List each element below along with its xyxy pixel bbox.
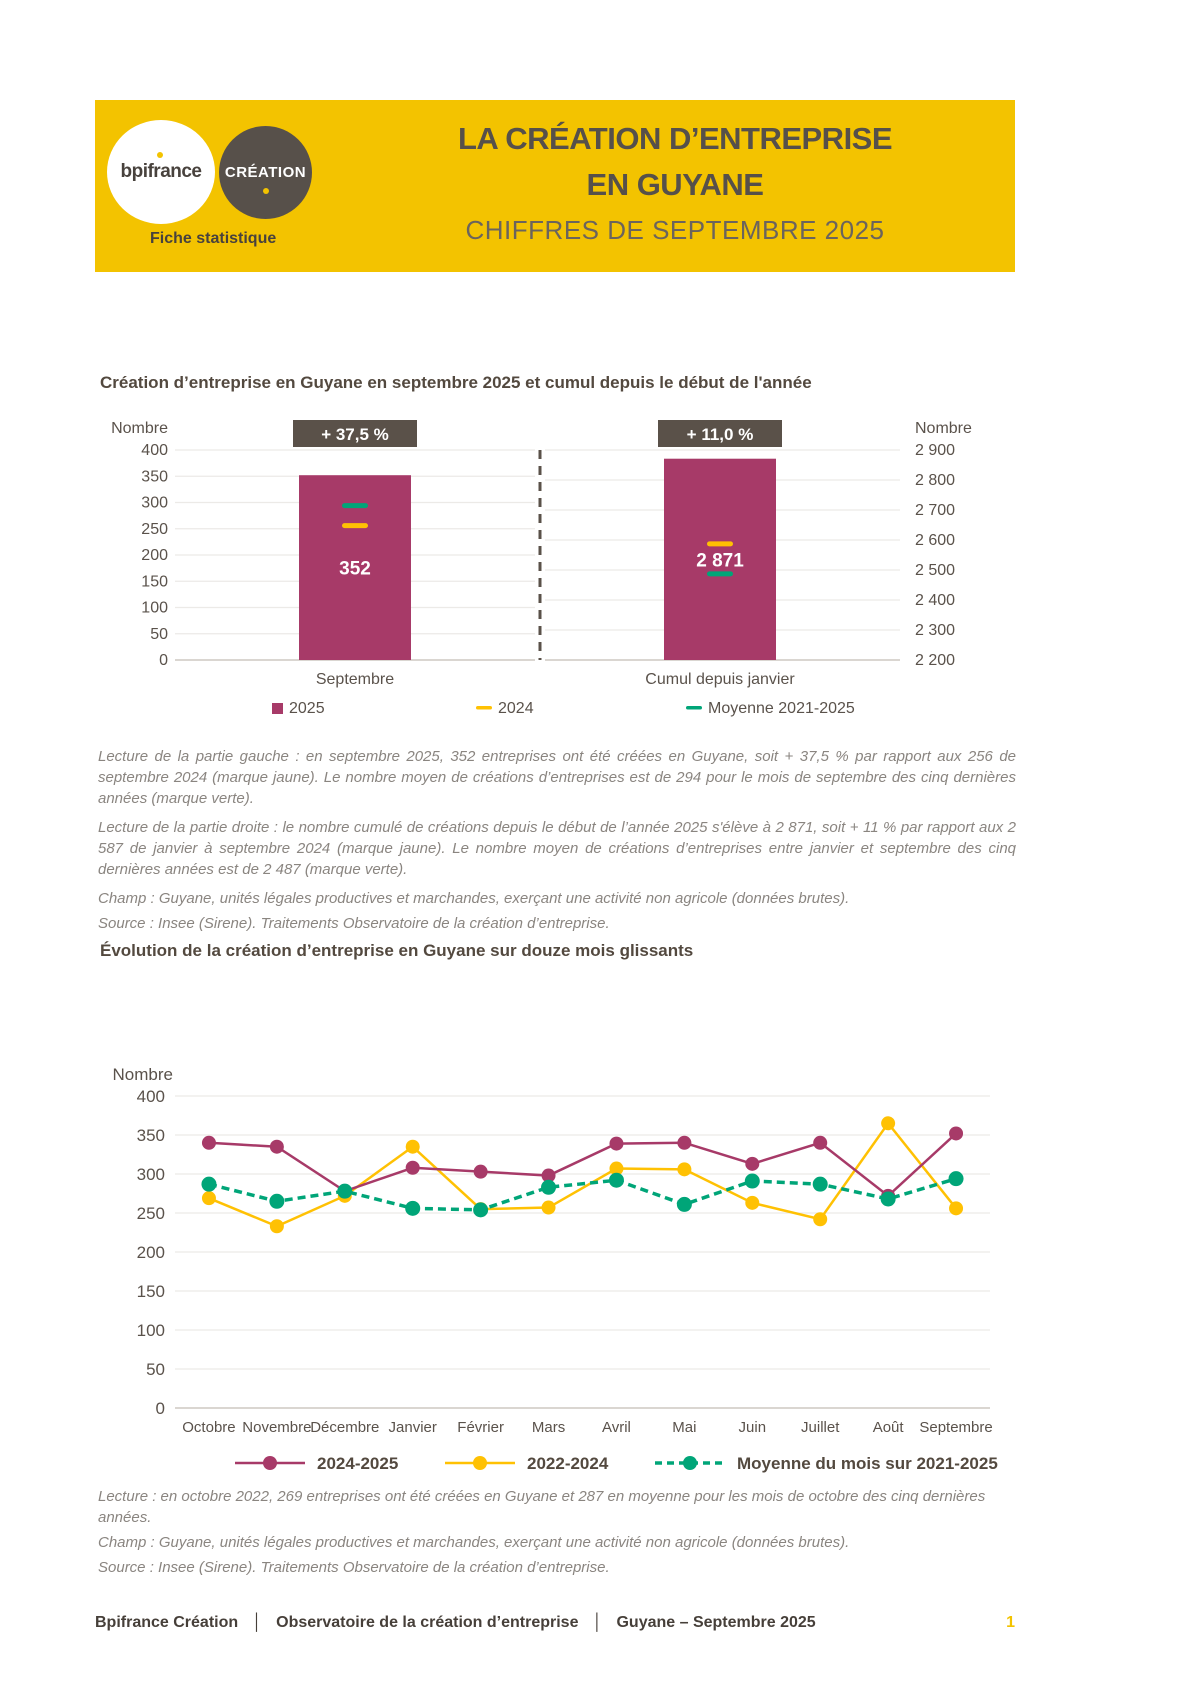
bar-chart [95, 415, 1015, 745]
legend-label-Moyenne du mois sur 2021-2025: Moyenne du mois sur 2021-2025 [737, 1454, 998, 1473]
page-subtitle: CHIFFRES DE SEPTEMBRE 2025 [465, 215, 885, 245]
series-dot-2022-2024 [542, 1201, 556, 1215]
axis-tick: 2 300 [915, 622, 956, 639]
header-titles [355, 116, 995, 252]
series-dot-2022-2024 [949, 1201, 963, 1215]
footer-separator: │ [252, 1614, 263, 1631]
month-label: Décembre [310, 1419, 380, 1436]
month-label: Août [872, 1419, 904, 1436]
source-note: Source : Insee (Sirene). Traitements Observatoire de la création d’entreprise. [98, 1559, 610, 1576]
series-dot-2022-2024 [270, 1219, 284, 1233]
chart1-notes [98, 746, 1016, 938]
axis-tick: 350 [141, 468, 168, 486]
line-chart [95, 985, 1015, 1510]
marker-2024 [707, 541, 733, 546]
series-dot-Moyenne du mois sur 2021-2025 [337, 1184, 352, 1199]
lecture-right-note: Lecture de la partie droite : le nombre cumulé de créations depuis le début de l’année 2025 s'élève à 2 871, soit + 11 % par rapport aux 2 587 de janvier à septembre 2024 (marque jaune). Le nombre moyen de créations d’entreprises entre janvier et septembre des cinq dernières années est de 2 487 (marque verte). [98, 819, 1016, 878]
bar-value-label: 2 871 [696, 550, 744, 572]
axis-title: Nombre [112, 1065, 173, 1084]
chart2-notes [98, 1486, 1016, 1582]
axis-tick: 300 [136, 1165, 165, 1184]
legend-label-2024-2025: 2024-2025 [317, 1454, 399, 1473]
category-label: Septembre [315, 671, 395, 688]
month-label: Février [457, 1419, 504, 1436]
creation-yellow-dot-icon [263, 188, 269, 194]
series-dot-Moyenne du mois sur 2021-2025 [609, 1173, 624, 1188]
legend-swatch-moyenne [686, 706, 702, 710]
bpifrance-logo [107, 120, 215, 224]
month-label: Janvier [388, 1419, 437, 1436]
creation-logo [219, 126, 312, 219]
lecture-left-note: Lecture de la partie gauche : en septembre 2025, 352 entreprises ont été créées en Guyane, soit + 37,5 % par rapport aux 256 de septembre 2024 (marque jaune). Le nombre moyen de créations d’entreprises est de 294 pour le mois de septembre des cinq dernières années (marque verte). [98, 748, 1016, 807]
header-band [95, 100, 1015, 272]
month-label: Mai [672, 1419, 697, 1436]
month-label: Avril [602, 1419, 631, 1436]
axis-tick: 100 [136, 1321, 165, 1340]
series-dot-2022-2024 [813, 1212, 827, 1226]
axis-tick: 50 [150, 625, 168, 643]
axis-tick: 100 [141, 599, 168, 617]
legend-label-2024: 2024 [498, 700, 534, 717]
axis-title-right: Nombre [915, 420, 972, 437]
axis-tick: 2 900 [915, 442, 956, 459]
series-dot-2022-2024 [745, 1196, 759, 1210]
series-dot-2022-2024 [881, 1116, 895, 1130]
page-number: 1 [1006, 1614, 1015, 1631]
legend-label-moyenne: Moyenne 2021-2025 [708, 700, 855, 717]
axis-tick: 2 600 [915, 532, 956, 549]
series-dot-2022-2024 [677, 1162, 691, 1176]
series-dot-Moyenne du mois sur 2021-2025 [677, 1197, 692, 1212]
axis-tick: 2 700 [915, 502, 956, 519]
series-dot-2022-2024 [202, 1191, 216, 1205]
footer-observatoire: Observatoire de la création d’entreprise [276, 1614, 579, 1631]
axis-title-left: Nombre [111, 420, 168, 437]
series-dot-2024-2025 [406, 1161, 420, 1175]
category-label: Cumul depuis janvier [645, 671, 795, 688]
axis-tick: 150 [141, 573, 168, 591]
legend-swatch-2024 [476, 706, 492, 710]
legend-label-2022-2024: 2022-2024 [527, 1454, 609, 1473]
series-dot-Moyenne du mois sur 2021-2025 [405, 1201, 420, 1216]
series-dot-2024-2025 [745, 1157, 759, 1171]
axis-tick: 2 400 [915, 592, 956, 609]
series-dot-2024-2025 [949, 1126, 963, 1140]
axis-tick: 200 [136, 1243, 165, 1262]
legend-swatch-2025 [272, 703, 283, 714]
creation-logo-text: CRÉATION [224, 164, 307, 181]
series-dot-Moyenne du mois sur 2021-2025 [881, 1191, 896, 1206]
series-dot-2024-2025 [474, 1165, 488, 1179]
pct-badge-label: + 37,5 % [321, 425, 389, 444]
axis-tick: 2 500 [915, 562, 956, 579]
marker-moyenne [707, 571, 733, 576]
series-dot-Moyenne du mois sur 2021-2025 [269, 1194, 284, 1209]
axis-tick: 0 [155, 1399, 165, 1418]
series-dot-2024-2025 [677, 1136, 691, 1150]
series-dot-2024-2025 [270, 1140, 284, 1154]
footer-separator: │ [592, 1614, 603, 1631]
month-label: Novembre [242, 1419, 312, 1436]
marker-moyenne [342, 503, 368, 508]
chart1-title: Création d’entreprise en Guyane en septembre 2025 et cumul depuis le début de l'année [100, 373, 812, 392]
legend-dot-2022-2024 [473, 1456, 487, 1470]
series-dot-Moyenne du mois sur 2021-2025 [949, 1171, 964, 1186]
champ-note: Champ : Guyane, unités légales productives et marchandes, exerçant une activité non agricole (données brutes). [98, 1534, 850, 1551]
axis-tick: 350 [136, 1126, 165, 1145]
legend-dot-Moyenne du mois sur 2021-2025 [683, 1456, 697, 1470]
axis-tick: 2 800 [915, 472, 956, 489]
pct-badge-label: + 11,0 % [686, 425, 754, 444]
axis-tick: 150 [136, 1282, 165, 1301]
series-dot-Moyenne du mois sur 2021-2025 [745, 1174, 760, 1189]
series-dot-Moyenne du mois sur 2021-2025 [541, 1180, 556, 1195]
bpifrance-logo-text: bpifrance [120, 161, 202, 182]
series-dot-Moyenne du mois sur 2021-2025 [201, 1177, 216, 1192]
footer-region-date: Guyane – Septembre 2025 [616, 1614, 816, 1631]
footer-brand: Bpifrance Création [95, 1614, 239, 1631]
series-dot-2022-2024 [406, 1140, 420, 1154]
month-label: Juillet [801, 1419, 840, 1436]
bpifrance-yellow-dot-icon [157, 152, 163, 158]
bar-value-label: 352 [339, 558, 371, 580]
axis-tick: 2 200 [915, 652, 956, 669]
axis-tick: 200 [141, 547, 168, 564]
marker-2024 [342, 523, 368, 528]
series-dot-Moyenne du mois sur 2021-2025 [813, 1177, 828, 1192]
month-label: Octobre [182, 1419, 236, 1436]
page-title-line1: LA CRÉATION D’ENTREPRISE [457, 121, 893, 156]
series-dot-Moyenne du mois sur 2021-2025 [473, 1202, 488, 1217]
axis-tick: 50 [146, 1360, 165, 1379]
footer [95, 1614, 1015, 1632]
axis-tick: 400 [141, 442, 168, 459]
series-dot-2024-2025 [813, 1136, 827, 1150]
month-label: Juin [738, 1419, 767, 1436]
series-dot-2024-2025 [202, 1136, 216, 1150]
series-dot-2024-2025 [609, 1137, 623, 1151]
axis-tick: 250 [141, 520, 168, 538]
axis-tick: 0 [159, 652, 168, 669]
page-title-line2: EN GUYANE [586, 167, 764, 202]
axis-tick: 400 [136, 1087, 165, 1106]
tagline: Fiche statistique [150, 230, 277, 247]
axis-tick: 300 [141, 494, 168, 512]
legend-dot-2024-2025 [263, 1456, 277, 1470]
lecture-note: Lecture : en octobre 2022, 269 entreprises ont été créées en Guyane et 287 en moyenne pour les mois de octobre des cinq dernières années. [98, 1488, 986, 1526]
source-note: Source : Insee (Sirene). Traitements Observatoire de la création d’entreprise. [98, 915, 610, 932]
month-label: Mars [531, 1419, 566, 1436]
chart2-title: Évolution de la création d’entreprise en Guyane sur douze mois glissants [100, 941, 694, 960]
legend-label-2025: 2025 [289, 700, 325, 717]
champ-note: Champ : Guyane, unités légales productives et marchandes, exerçant une activité non agricole (données brutes). [98, 890, 850, 907]
axis-tick: 250 [136, 1204, 165, 1223]
month-label: Septembre [919, 1419, 993, 1436]
